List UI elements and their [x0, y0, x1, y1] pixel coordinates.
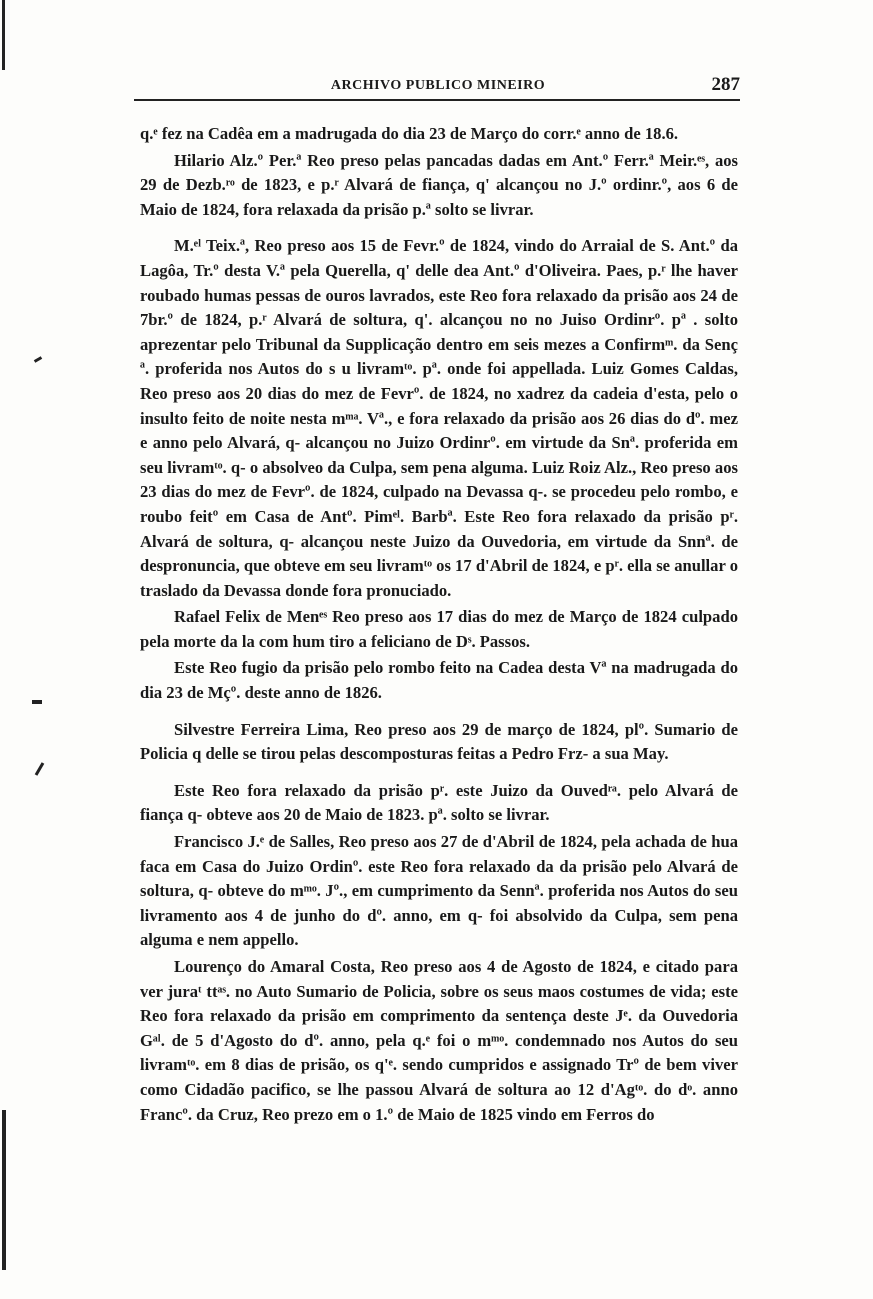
- paragraph: Francisco J.ᵉ de Salles, Reo preso aos 27 de d'Abril de 1824, pela achada de hua faca em Casa do Juizo Ordinº. este Reo fora relaxado da da prisão pelo Alvará de soltura, q- obteve do mᵐᵒ. Jº., em cumprimento da Sennª. proferida nos Autos do seu livramento aos 4 de junho do dº. anno, em q- foi absolvido da Culpa, sem pena alguma e nem appello.: [140, 832, 738, 950]
- paragraph: Este Reo fugio da prisão pelo rombo feito na Cadea desta Vª na madrugada do dia 23 de Mçº. deste anno de 1826.: [140, 658, 738, 703]
- page-number: 287: [711, 74, 740, 95]
- margin-mark: [2, 1110, 6, 1270]
- running-title: ARCHIVO PUBLICO MINEIRO: [330, 78, 546, 93]
- margin-mark: [35, 762, 45, 776]
- paragraph: Rafael Felix de Menᵉˢ Reo preso aos 17 dias do mez de Março de 1824 culpado pela morte da la com hum tiro a feliciano de Dˢ. Passos.: [140, 607, 738, 651]
- paragraph: Hilario Alz.º Per.ª Reo preso pelas pancadas dadas em Ant.º Ferr.ª Meir.ᵉˢ, aos 29 de Dezb.ʳᵒ de 1823, e p.ʳ Alvará de fiança, q' alcançou no J.º ordinr.º, aos 6 de Maio de 1824, fora relaxada da prisão p.ª solto se livrar.: [140, 150, 738, 219]
- paragraph: Silvestre Ferreira Lima, Reo preso aos 29 de março de 1824, plº. Sumario de Policia q delle se tirou pelas descomposturas feitas a Pedro Frz- a sua May.: [140, 719, 738, 764]
- document-body: [140, 122, 738, 1129]
- header-rule: [134, 99, 740, 101]
- paragraph: Este Reo fora relaxado da prisão pʳ. este Juizo da Ouvedʳᵃ. pelo Alvará de fiança q- obteve aos 20 de Maio de 1823. pª. solto se livrar.: [140, 780, 738, 825]
- paragraph: M.ᵉˡ Teix.ª, Reo preso aos 15 de Fevr.º de 1824, vindo do Arraial de S. Ant.º da Lagôa, Tr.º desta V.ª pela Querella, q' delle dea Ant.º d'Oliveira. Paes, p.ʳ lhe haver roubado humas pessas de ouros lavrados, este Reo fora relaxado da prisão aos 24 de 7br.º de 1824, p.ʳ Alvará de soltura, q'. alcançou no no Juiso Ordinrº. pª . solto aprezentar pelo Tribunal da Supplicação dentro em seis mezes a Confirmᵐ. da Senç ª. proferida nos Autos do s u livramᵗᵒ. pª. onde foi appellada. Luiz Gomes Caldas, Reo preso aos 20 dias do mez de Fevrº. de 1824, no xadrez da cadeia d'esta, pelo o insulto feito de noite nesta mᵐᵃ. Vª., e fora relaxado da prisão aos 26 dias do dº. mez e anno pelo Alvará, q- alcançou no Juizo Ordinrº. em virtude da Snª. proferida em seu livramᵗᵒ. q- o absolveo da Culpa, sem pena alguma. Luiz Roiz Alz., Reo preso aos 23 dias do mez de Fevrº. de 1824, culpado na Devassa q-. se procedeu pelo rombo, e roubo feitº em Casa de Antº. Pimᵉˡ. Barbª. Este Reo fora relaxado da prisão pʳ. Alvará de soltura, q- alcançou neste Juizo da Ouvedoria, em virtude da Snnª. de despronuncia, que obteve em seu livramᵗᵒ os 17 d'Abril de 1824, e pʳ. ella se anullar o traslado da Devassa donde fora pronuciado.: [140, 236, 738, 600]
- paragraph: q.ᵉ fez na Cadêa em a madrugada do dia 23 de Março do corr.ᵉ anno de 18.6.: [140, 124, 679, 143]
- margin-mark: [32, 700, 42, 704]
- margin-mark: [2, 0, 5, 70]
- margin-mark: [34, 356, 42, 363]
- page-header: [136, 74, 740, 98]
- paragraph: Lourenço do Amaral Costa, Reo preso aos 4 de Agosto de 1824, e citado para ver juraᵗ ttᵃˢ. no Auto Sumario de Policia, sobre os seus maos costumes de vida; este Reo fora relaxado da prisão em comprimento da sentença deste Jᵉ. da Ouvedoria Gᵃˡ. de 5 d'Agosto do dº. anno, pela q.ᵉ foi o mᵐᵒ. condemnado nos Autos do seu livramᵗᵒ. em 8 dias de prisão, os q'ᵉ. sendo cumpridos e assignado Trº de bem viver como Cidadão pacifico, se lhe passou Alvará de soltura ao 12 d'Agᵗᵒ. do dᵒ. anno Francº. da Cruz, Reo prezo em o 1.º de Maio de 1825 vindo em Ferros do: [140, 957, 738, 1124]
